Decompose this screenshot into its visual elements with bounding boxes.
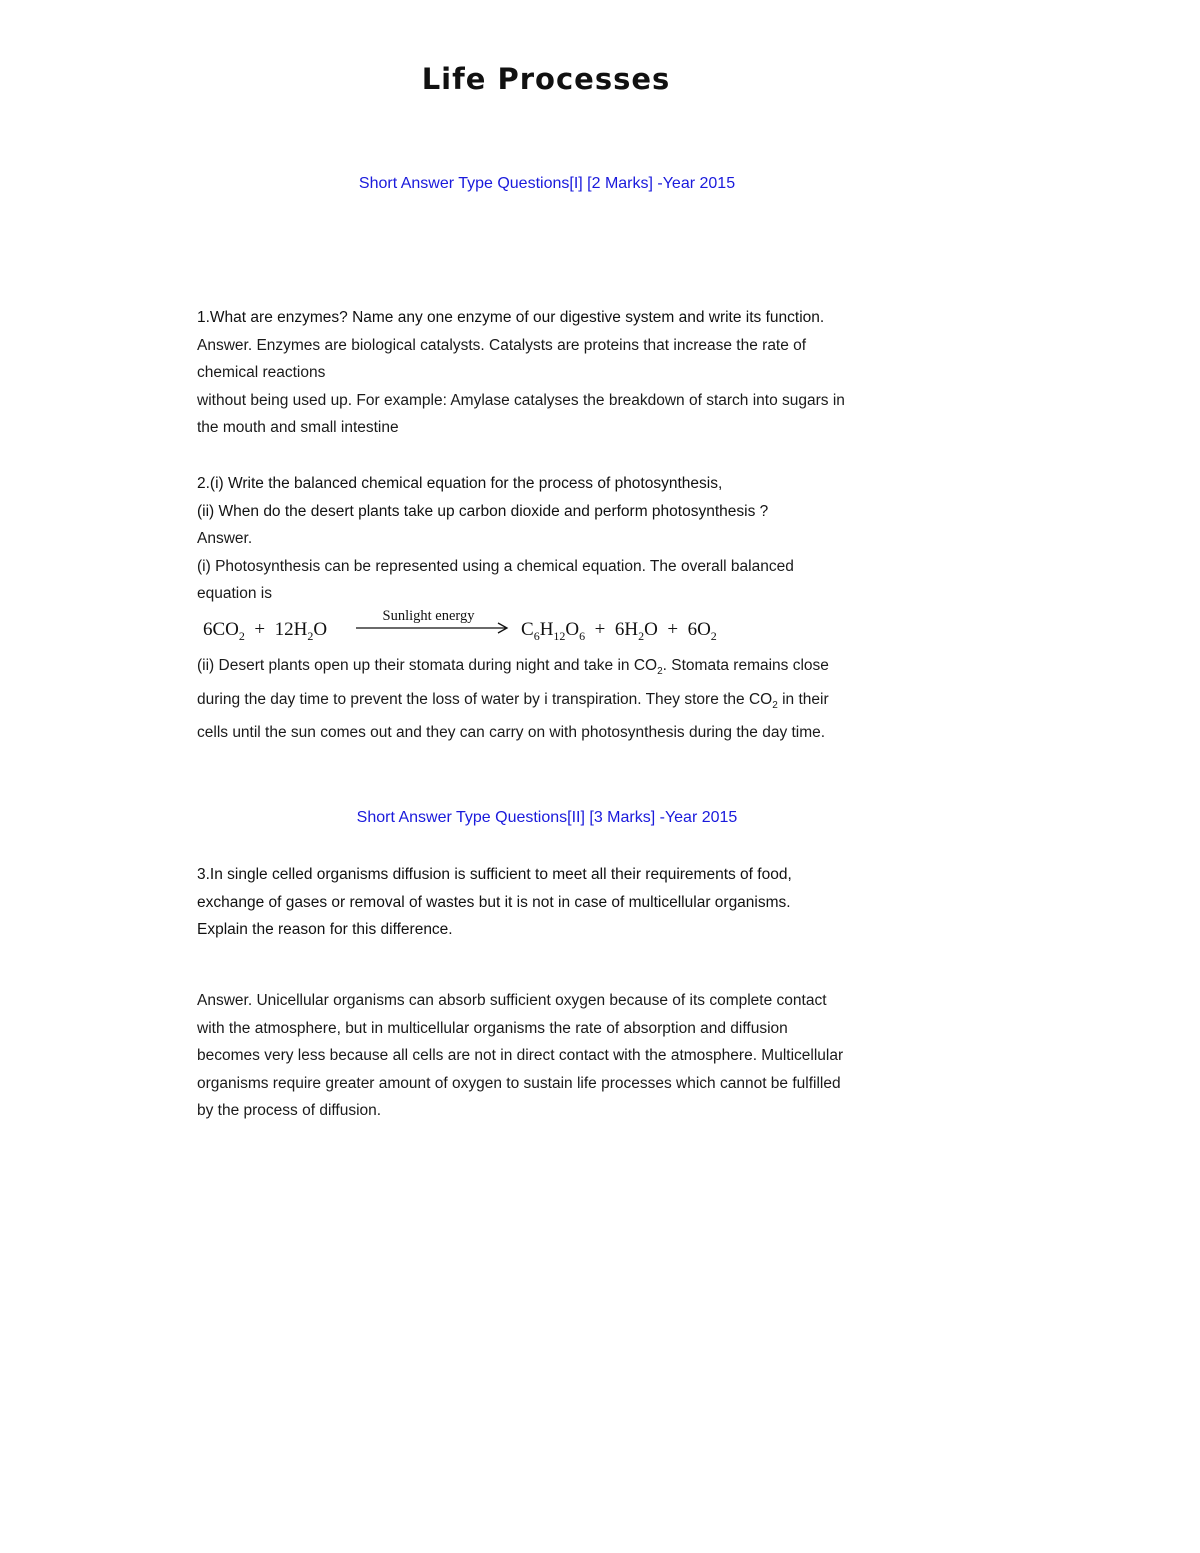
- question-3-line: exchange of gases or removal of wastes but it is not in case of multicellular organisms.: [197, 893, 791, 911]
- answer-1-line: chemical reactions: [197, 364, 326, 381]
- answer-3-block: [197, 987, 917, 1125]
- arrow-icon: [356, 606, 516, 646]
- answer-3-line: becomes very less because all cells are not in direct contact with the atmosphere. Multicellular: [197, 1047, 844, 1064]
- question-3-line: 3.In single celled organisms diffusion is sufficient to meet all their requirements of food,: [197, 866, 792, 883]
- question-1-block: [197, 304, 917, 442]
- question-2-part-i: 2.(i) Write the balanced chemical equation for the process of photosynthesis,: [197, 475, 723, 492]
- answer-2-line: equation is: [197, 585, 272, 602]
- answer-3-line: by the process of diffusion.: [197, 1102, 382, 1119]
- question-2-part-ii: (ii) When do the desert plants take up carbon dioxide and perform photosynthesis ?: [197, 502, 769, 520]
- question-2-block: [197, 470, 917, 608]
- answer-3-line: with the atmosphere, but in multicellular organisms the rate of absorption and diffusion: [197, 1019, 788, 1037]
- reaction-arrow: [356, 606, 516, 646]
- arrow-label: Sunlight energy: [382, 608, 475, 624]
- answer-2-ii-line: (ii) Desert plants open up their stomata during night and take in $CO_2$. Stomata remains close: [197, 657, 829, 678]
- answer-2-ii-line: during the day time to prevent the loss of water by i transpiration. They store the $CO_2$ in their: [197, 690, 829, 711]
- answer-1-line: the mouth and small intestine: [197, 419, 399, 436]
- question-3-block: [197, 861, 917, 944]
- page-title: Life Processes: [421, 62, 671, 96]
- answer-3-line: Answer. Unicellular organisms can absorb sufficient oxygen because of its complete contact: [197, 992, 827, 1009]
- equation-reactants: $6CO_2 + 12H_2O$: [203, 619, 328, 643]
- photosynthesis-equation: [203, 606, 803, 652]
- answer-1-line: without being used up. For example: Amylase catalyses the breakdown of starch into sugars in: [197, 391, 845, 409]
- answer-3-line: organisms require greater amount of oxygen to sustain life processes which cannot be fulfilled: [197, 1074, 841, 1092]
- equation-products: $C_6H_{12}O_6 + 6H_2O + 6O_2$: [521, 619, 717, 643]
- answer-2-part-ii: [197, 652, 917, 747]
- answer-2-ii-line: cells until the sun comes out and they can carry on with photosynthesis during the day time.: [197, 724, 826, 742]
- question-1-text: 1.What are enzymes? Name any one enzyme of our digestive system and write its function.: [197, 309, 825, 326]
- answer-1-line: Answer. Enzymes are biological catalysts. Catalysts are proteins that increase the rate of: [197, 336, 807, 354]
- answer-2-label: Answer.: [197, 530, 253, 547]
- section-heading-short-answer-i: Short Answer Type Questions[I] [2 Marks] -Year 2015: [358, 175, 736, 192]
- question-3-line: Explain the reason for this difference.: [197, 921, 453, 938]
- section-heading-short-answer-ii: Short Answer Type Questions[II] [3 Marks] -Year 2015: [356, 809, 738, 826]
- answer-2-line: (i) Photosynthesis can be represented using a chemical equation. The overall balanced: [197, 557, 794, 575]
